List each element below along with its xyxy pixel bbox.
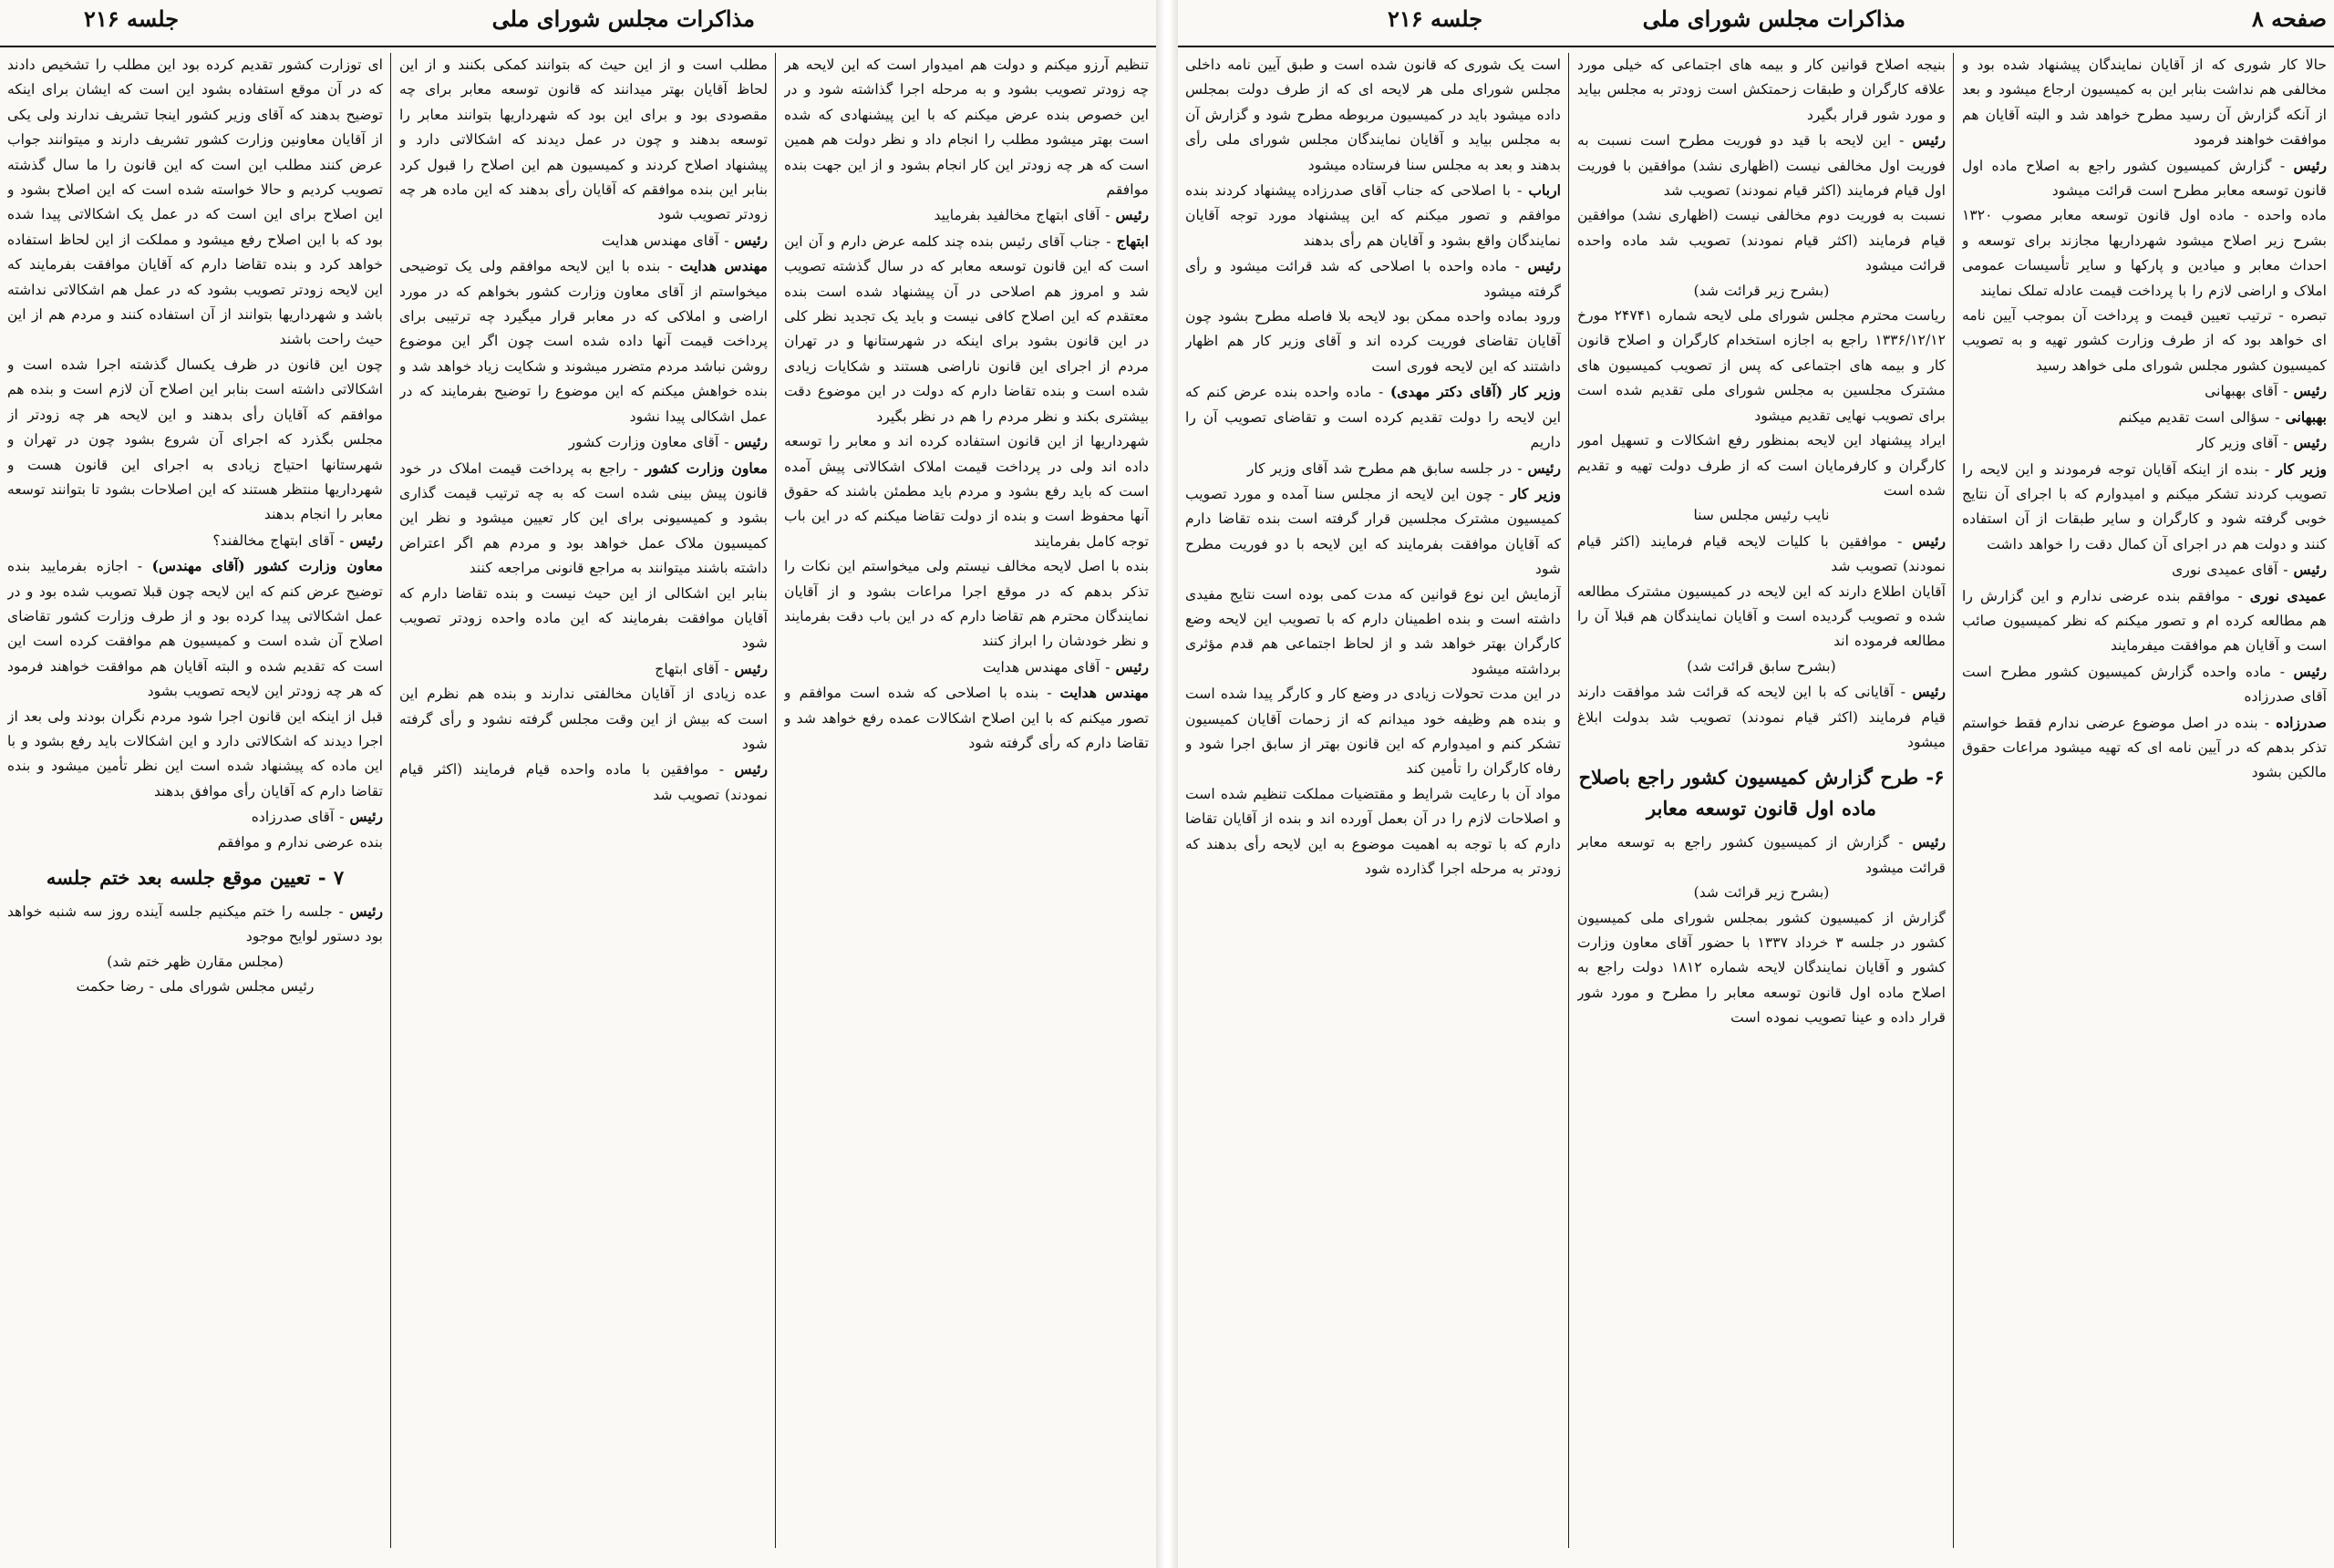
speech-text: چون این لایحه از مجلس سنا آمده و مورد تصویب کمیسیون مشترک مجلسین قرار گرفته است بنده تقاضا دارم که آقایان موافقت بفرمایند که این لایحه با دو فوریت مطرح شود xyxy=(1185,485,1561,578)
speaker-name: رئیس xyxy=(2293,382,2327,400)
left-page xyxy=(0,0,1156,1568)
speech-paragraph xyxy=(784,229,1149,429)
speaker-separator: - xyxy=(1371,384,1390,401)
speaker-name: رئیس xyxy=(2293,561,2327,579)
text-paragraph: ریاست محترم مجلس شورای ملی لایحه شماره ۲۴۷۴۱ مورخ ۱۳۳۶/۱۲/۱۲ راجع به اجازه استخدام کارگران و اصلاح قانون کار و بیمه های اجتماعی که پس از تصویب کمیسیون های مشترک مجلسین به مجلس شورای ملی تقدیم شده است برای تصویب نهایی تقدیم میشود xyxy=(1577,307,1946,424)
speech-paragraph xyxy=(1962,153,2327,204)
speech-paragraph xyxy=(1185,178,1561,253)
speaker-separator: - xyxy=(626,459,645,477)
text-columns xyxy=(0,53,1156,1568)
speech-paragraph xyxy=(784,655,1149,680)
speaker-separator: - xyxy=(1894,684,1913,701)
speaker-separator: - xyxy=(2277,383,2294,400)
speech-paragraph xyxy=(1577,529,1946,580)
speech-text: آقای صدرزاده xyxy=(251,809,335,826)
speaker-name: رئیس xyxy=(734,231,768,249)
speaker-name: وزیر کار (آقای دکتر مهدی) xyxy=(1389,383,1561,401)
speech-text: موافقین با ماده واحده قیام فرمایند (اکثر قیام نمودند) تصویب شد xyxy=(399,761,768,803)
centered-note: رئیس مجلس شورای ملی - رضا حکمت xyxy=(76,978,315,995)
text-paragraph: گزارش از کمیسیون کشور بمجلس شورای ملی کمیسیون کشور در جلسه ۳ خرداد ۱۳۳۷ با حضور آقای معاون وزارت کشور و آقایان نمایندگان لایحه شماره ۱۸۱۲ دولت راجع به اصلاح ماده اول قانون توسعه معابر را مطرح و مورد شور قرار داده و عینا تصویب نموده است xyxy=(1577,909,1946,1026)
speaker-name: وزیر کار xyxy=(1510,484,1561,502)
centered-note: (بشرح سابق قرائت شد) xyxy=(1687,657,1836,675)
speaker-separator: - xyxy=(1507,258,1528,275)
speaker-name: رئیس xyxy=(1912,683,1946,701)
centered-note: (مجلس مقارن ظهر ختم شد) xyxy=(107,953,284,970)
speaker-separator: - xyxy=(1886,532,1913,550)
speaker-name: رئیس xyxy=(1527,459,1561,477)
section-heading: ۷ - تعیین موقع جلسه بعد ختم جلسه xyxy=(46,866,345,889)
speech-text: آقای مهندس هدایت xyxy=(601,232,719,249)
speaker-separator: - xyxy=(2271,157,2294,174)
speech-text: جناب آقای رئیس بنده چند کلمه عرض دارم و آن این است که این قانون توسعه معابر که در سال گذشته تصویب شد و امروز هم اصلاحی در آن پیشنهاد شده است بنده معتقدم که این اصلاح کافی نیست و باید یک تجدید نظر کلی در این قانون بشود برای اینکه در شهرستانها و در تهران مردم از اجرای این قانون ناراضی هستند و شکایات زیادی شده است و بنده تقاضا دارم که دولت در این موضوع دقت بیشتری بکند و نظر مردم را هم در نظر بگیرد xyxy=(784,232,1149,425)
speaker-name: رئیس xyxy=(1912,833,1946,851)
speaker-name: ارباب xyxy=(1528,181,1561,200)
speech-text: گزارش کمیسیون کشور راجع به اصلاح ماده اول قانون توسعه معابر مطرح است قرائت میشود xyxy=(1962,157,2327,200)
speaker-name: رئیس xyxy=(349,531,383,549)
speech-paragraph xyxy=(1185,456,1561,481)
text-paragraph: آزمایش این نوع قوانین که مدت کمی بوده است نتایج مفیدی داشته است و بنده اطمینان دارم که با تصویب این لایحه وضع کارگران بهتر خواهد شد و از لحاظ اجتماعی هم قدم مؤثری برداشته میشود xyxy=(1185,585,1561,677)
column-1 xyxy=(784,53,1149,1548)
text-paragraph: است یک شوری که قانون شده است و طبق آیین نامه داخلی مجلس شورای ملی هر لایحه ای که از طرف دولت بمجلس داده میشود باید در کمیسیون مربوطه مطرح شود و گزارش آن به مجلس بیاید و آقایان نمایندگان مجلس شورای ملی رأی بدهند و بعد به مجلس سنا فرستاده میشود xyxy=(1185,57,1561,173)
speaker-separator: - xyxy=(2277,562,2294,579)
text-paragraph: ای توزارت کشور تقدیم کرده بود این مطلب را تشخیص دادند که در آن موقع استفاده بشود این است که ایشان برای اینکه توضیح بدهند که آقای وزیر کشور اینجا تشریف ندارند ولی یکی از آقایان معاونین وزارت کشور تشریف دارند و میتوانند جواب عرض کنند مطلب این است که این قانون را ما سال گذشته تصویب کردیم و حالا خواسته شده است که این اصلاح بشود و این اصلاح برای این است که در عمل یک اشکالاتی پیدا شده بود که با این اصلاح رفع میشود و مملکت از این لحاظ استفاده خواهد کرد و بنده تقاضا دارم که آقایان موافقت بفرمایند که این لایحه زودتر تصویب بشود که در عمل هم اشکالاتی نداشته باشد و شهرداریها بتوانند از آن استفاده کنند و مردم هم از این حیث راحت باشند xyxy=(7,57,383,348)
speaker-separator: - xyxy=(1512,459,1528,477)
text-paragraph: عده زیادی از آقایان مخالفتی ندارند و بنده هم نظرم این است که بیش از این وقت مجلس گرفته نشود و رأی گرفته شود xyxy=(399,686,768,752)
text-paragraph: تنظیم آرزو میکنم و دولت هم امیدوار است که این لایحه هر چه زودتر تصویب بشود و به مرحله اجرا گذاشته شود و در این خصوص بنده عرض میکنم که با این پیشنهادی که شده است بهتر میشود مطلب را انجام داد و نظر دولت هم همین است که هر چه زودتر این کار انجام بشود و از این جهت بنده موافقم xyxy=(784,57,1149,199)
speech-paragraph xyxy=(1962,378,2327,404)
speaker-name: بهبهانی xyxy=(2285,407,2327,426)
column-divider xyxy=(1568,53,1569,1548)
text-paragraph: نسبت به فوریت دوم مخالفی نیست (اظهاری نشد) موافقین قیام فرمایند (اکثر قیام نمودند) تصویب شد ماده واحده قرائت میشود xyxy=(1577,207,1946,274)
speaker-name: رئیس xyxy=(1527,257,1561,275)
speaker-name: رئیس xyxy=(1912,531,1946,550)
speaker-separator: - xyxy=(2277,435,2294,452)
speech-text: آقای ابتهاج xyxy=(655,660,719,677)
text-paragraph: چون این قانون در ظرف یکسال گذشته اجرا شده است و اشکالاتی داشته است بنابر این اصلاح آن لازم است و بنده هم موافقم که آقایان رأی بدهند و این لایحه هر چه زودتر از مجلس بگذرد که اجرای آن شروع بشود چون در تهران و شهرستانها احتیاج زیادی به اجرای این قانون هست و شهرداریها منتظر هستند که این اصلاحات بشود تا بتوانند توسعه معابر را انجام بدهند xyxy=(7,356,383,523)
speech-paragraph xyxy=(1577,128,1946,203)
speech-text: آقای بهبهانی xyxy=(2205,383,2278,400)
speech-text: ماده واحده با اصلاحی که شد قرائت میشود و رأی گرفته میشود xyxy=(1185,258,1561,300)
speech-paragraph xyxy=(399,757,768,808)
speaker-separator: - xyxy=(1510,182,1529,200)
speaker-separator: - xyxy=(1891,132,1913,150)
page-header xyxy=(1178,0,2334,47)
speech-text: ماده واحده بنده عرض کنم که این لایحه را دولت تقدیم کرده است و تقاضای تصویب آن را داریم xyxy=(1185,384,1561,451)
speech-text: آقای عمیدی نوری xyxy=(2172,562,2278,579)
speech-text: در جلسه سابق هم مطرح شد آقای وزیر کار xyxy=(1246,459,1513,477)
speech-text: ماده واحده گزارش کمیسیون کشور مطرح است آقای صدرزاده xyxy=(1962,663,2327,706)
speaker-name: رئیس xyxy=(1115,657,1149,676)
speaker-separator: - xyxy=(2257,714,2277,731)
text-paragraph: بنابر این اشکالی از این حیث نیست و بنده تقاضا دارم که آقایان موافقت بفرمایند که این ماده واحده زودتر تصویب شود xyxy=(399,584,768,652)
speaker-separator: - xyxy=(1100,207,1116,224)
centered-note: نایب رئیس مجلس سنا xyxy=(1693,507,1830,524)
speaker-name: ابتهاج xyxy=(1116,232,1149,250)
speech-paragraph xyxy=(1962,405,2327,430)
speech-paragraph xyxy=(1962,710,2327,786)
speech-paragraph xyxy=(784,680,1149,756)
page-gutter xyxy=(1156,0,1178,1568)
text-paragraph: بنیجه اصلاح قوانین کار و بیمه های اجتماعی که خیلی مورد علاقه کارگران و طبقات زحمتکش است زودتر به مجلس بیاید و مورد شور قرار بگیرد xyxy=(1577,57,1946,123)
speaker-name: رئیس xyxy=(349,903,383,920)
speaker-name: رئیس xyxy=(2293,156,2327,174)
speech-text: آقای معاون وزارت کشور xyxy=(568,434,719,451)
speech-text: آقای مهندس هدایت xyxy=(982,658,1100,676)
column-2 xyxy=(399,53,768,1548)
column-3 xyxy=(7,53,383,1548)
text-paragraph: تبصره - ترتیب تعیین قیمت و پرداخت آن بموجب آیین نامه ای خواهد بود که از طرف وزارت کشور تهیه و به تصویب کمیسیون کشور مجلس شورای ملی خواهد رسید xyxy=(1962,307,2327,374)
speech-paragraph xyxy=(1962,583,2327,659)
speaker-separator: - xyxy=(334,809,350,826)
speech-text: اجازه بفرمایید بنده توضیح عرض کنم که این لایحه چون قبلا تصویب شده بود و در عمل اشکالاتی پیدا کرده بود و از طرف وزارت کشور تقاضای اصلاح آن شده است و کمیسیون هم موافقت کرده است این است که تقدیم شده و البته آقایان هم موافقت خواهند فرمود که هر چه زودتر این لایحه تصویب بشود xyxy=(7,558,383,700)
text-paragraph: ایراد پیشنهاد این لایحه بمنظور رفع اشکالات و تسهیل امور کارگران و کارفرمایان است که از طرف دولت تهیه و تقدیم شده است xyxy=(1577,432,1946,499)
speaker-name: صدرزاده xyxy=(2276,713,2327,731)
speaker-separator: - xyxy=(332,903,350,920)
speech-paragraph xyxy=(399,456,768,582)
section-heading: ۶- طرح گزارش کمیسیون کشور راجع باصلاح ماده اول قانون توسعه معابر xyxy=(1578,766,1945,820)
centered-note: (بشرح زیر قرائت شد) xyxy=(1693,282,1830,299)
speech-text: موافقم بنده عرضی ندارم و این گزارش را هم مطالعه کرده ام و تصور میکنم که نظر کمیسیون صائب است و آقایان هم موافقت میفرمایند xyxy=(1962,587,2327,655)
speaker-separator: - xyxy=(660,258,680,275)
speech-text: آقای ابتهاج مخالفید بفرمایید xyxy=(934,207,1100,224)
header-session: جلسه ۲۱۶ xyxy=(84,5,180,32)
speech-text: آقای وزیر کار xyxy=(2196,435,2278,452)
speech-text: بنده از اینکه آقایان توجه فرمودند و این لایحه را تصویب کردند تشکر میکنم و امیدوارم که با اجرای آن نتایج خوبی گرفته شود و کارگران و سایر طبقات از آن استفاده کنند و دولت هم در اجرای آن کمال دقت را خواهد داشت xyxy=(1962,460,2327,552)
speaker-separator: - xyxy=(1100,658,1116,676)
speaker-name: رئیس xyxy=(2293,662,2327,680)
text-paragraph: ورود بماده واحده ممکن بود لایحه بلا فاصله مطرح بشود چون آقایان تقاضای فوریت کرده اند و آقای وزیر کار هم اظهار داشتند که این لایحه فوری است xyxy=(1185,308,1561,375)
speech-paragraph xyxy=(1185,481,1561,583)
speech-text: با اصلاحی که جناب آقای صدرزاده پیشنهاد کردند بنده موافقم و تصور میکنم که این پیشنهاد مورد توجه آقایان نمایندگان واقع بشود و آقایان هم رأی بدهند xyxy=(1185,182,1561,249)
speech-paragraph xyxy=(7,553,383,704)
speech-paragraph xyxy=(1962,457,2327,558)
text-paragraph: ماده واحده - ماده اول قانون توسعه معابر مصوب ۱۳۲۰ بشرح زیر اصلاح میشود شهرداریها مجازند برای توسعه و احداث معابر و میادین و پارکها و سایر تأسیسات عمومی املاک و اراضی لازم را با پرداخت قیمت عادله تملک نمایند xyxy=(1962,207,2327,299)
text-paragraph: شهرداریها از این قانون استفاده کرده اند و معابر را توسعه داده اند ولی در پرداخت قیمت املاک اشکالاتی پیش آمده است که باید رفع بشود و مردم باید مطمئن باشند که حقوق آنها محفوظ است و بنده از دولت تقاضا میکنم که در این باب توجه کامل بفرمایند xyxy=(784,433,1149,550)
page-header xyxy=(0,0,1156,47)
speech-text: جلسه را ختم میکنیم جلسه آینده روز سه شنبه خواهد بود دستور لوایح موجود xyxy=(7,903,383,945)
speech-text: موافقین با کلیات لایحه قیام فرمایند (اکثر قیام نمودند) تصویب شد xyxy=(1577,532,1946,575)
text-paragraph: بنده با اصل لایحه مخالف نیستم ولی میخواستم این نکات را تذکر بدهم که در موقع اجرا مراعات بشود و از آقایان نمایندگان محترم هم تقاضا دارم که در این باب دقت بفرمایند و نظر خودشان را ابراز کنند xyxy=(784,558,1149,650)
text-paragraph: در این مدت تحولات زیادی در وضع کار و کارگر پیدا شده است و بنده هم وظیفه خود میدانم که از زحمات آقایان کمیسیون تشکر کنم و امیدوارم که این قانون بهتر از سابق اجرا شود و رفاه کارگران را تأمین کند xyxy=(1185,686,1561,778)
speech-paragraph xyxy=(1185,379,1561,455)
speaker-name: معاون وزارت کشور (آقای مهندس) xyxy=(151,557,383,575)
speaker-name: معاون وزارت کشور xyxy=(645,459,768,477)
header-title: مذاکرات مجلس شورای ملی xyxy=(1642,5,1905,32)
speaker-name: رئیس xyxy=(734,760,768,779)
speaker-name: رئیس xyxy=(1115,206,1149,224)
speech-paragraph xyxy=(7,804,383,830)
speaker-separator: - xyxy=(334,531,350,549)
speech-paragraph xyxy=(1962,659,2327,710)
column-divider xyxy=(390,53,391,1548)
speech-text: گزارش از کمیسیون کشور راجع به توسعه معابر قرائت میشود xyxy=(1577,834,1946,876)
column-1 xyxy=(1962,53,2327,1548)
column-3 xyxy=(1185,53,1561,1548)
column-2 xyxy=(1577,53,1946,1548)
speaker-name: رئیس xyxy=(734,659,768,677)
text-paragraph: مواد آن با رعایت شرایط و مقتضیات مملکت تنظیم شده است و اصلاحات لازم را در آن بعمل آورده اند و بنده از آقایان تقاضا دارم که با توجه به اهمیت موضوع به این لایحه رأی بدهند که زودتر به مرحله اجرا گذارده شود xyxy=(1185,785,1561,877)
speaker-name: رئیس xyxy=(2293,434,2327,452)
speaker-name: مهندس هدایت xyxy=(679,257,768,275)
speech-paragraph xyxy=(399,429,768,455)
speech-text: بنده در اصل موضوع عرضی ندارم فقط خواستم تذکر بدهم که در آیین نامه ای که تهیه میشود مراعات حقوق مالکین بشود xyxy=(1962,714,2327,781)
column-divider xyxy=(1953,53,1954,1548)
speech-text: بنده با اصلاحی که شده است موافقم و تصور میکنم که با این اصلاح اشکالات عمده رفع خواهد شد و تقاضا دارم که رأی گرفته شود xyxy=(784,685,1149,751)
speech-paragraph xyxy=(399,656,768,682)
speaker-separator: - xyxy=(2269,408,2286,426)
speech-text: آقایانی که با این لایحه که قرائت شد موافقت دارند قیام فرمایند (اکثر قیام نمودند) تصویب شد بدولت ابلاغ میشود xyxy=(1577,684,1946,750)
speaker-separator: - xyxy=(2271,663,2294,680)
speaker-name: رئیس xyxy=(1912,131,1946,150)
speaker-separator: - xyxy=(1492,485,1511,502)
speaker-separator: - xyxy=(718,660,735,677)
speaker-name: مهندس هدایت xyxy=(1059,684,1149,702)
speech-paragraph xyxy=(1962,430,2327,456)
text-paragraph: مطلب است و از این حیث که بتوانند کمکی بکنند و از این لحاظ آقایان بهتر میدانند که قانون توسعه معابر برای چه مقصودی بود و برای این بود که شهرداریها بتوانند معابر را توسعه بدهند و چون در عمل دیدند که اشکالاتی دارد و پیشنهاد اصلاح کردند و کمیسیون هم این اصلاح را قبول کرد بنابر این بنده موافقم که آقایان رأی بدهند که این ماده هر چه زودتر تصویب شود xyxy=(399,57,768,223)
speech-paragraph xyxy=(1577,830,1946,881)
speaker-separator: - xyxy=(1100,232,1117,250)
speech-paragraph xyxy=(1962,557,2327,583)
speech-paragraph xyxy=(1577,679,1946,755)
speaker-separator: - xyxy=(2230,587,2250,604)
header-title: مذاکرات مجلس شورای ملی xyxy=(491,5,755,32)
speech-text: بنده با این لایحه موافقم ولی یک توضیحی میخواستم از آقای معاون وزارت کشور بخواهم که در مورد اراضی و املاکی که در معابر قرار میگیرد چه ترتیبی برای پرداخت قیمت آنها داده شده است چون اگر این موضوع روشن نباشد مردم متضرر میشوند و شکایت زیاد خواهد شد و بنده خواهش میکنم که این موضوع را توضیح بفرمایند که در عمل اشکالی پیدا نشود xyxy=(399,258,768,425)
speaker-name: وزیر کار xyxy=(2276,459,2327,478)
text-columns xyxy=(1178,53,2334,1568)
text-paragraph: آقایان اطلاع دارند که این لایحه در کمیسیون مشترک مطالعه شده و تصویب گردیده است و آقایان نمایندگان هم قبلا آن را مطالعه فرموده اند xyxy=(1577,583,1946,650)
speaker-separator: - xyxy=(128,558,152,575)
speech-text: سؤالی است تقدیم میکنم xyxy=(2118,408,2270,426)
right-page xyxy=(1178,0,2334,1568)
page-number: صفحه ۸ xyxy=(2251,5,2327,32)
speaker-separator: - xyxy=(718,434,735,451)
speaker-separator: - xyxy=(2257,460,2277,478)
centered-note: (بشرح زیر قرائت شد) xyxy=(1693,884,1830,902)
speaker-name: عمیدی نوری xyxy=(2249,586,2327,604)
speech-paragraph xyxy=(784,202,1149,228)
speech-paragraph xyxy=(7,528,383,553)
speech-text: آقای ابتهاج مخالفند؟ xyxy=(212,531,335,549)
speaker-separator: - xyxy=(1038,685,1060,702)
text-paragraph: قبل از اینکه این قانون اجرا شود مردم نگران بودند ولی بعد از اجرا دیدند که اشکالاتی دارد و این اشکالات باید رفع بشود و با این ماده که پیشنهاد شده است این نظر تأمین میشود و بنده تقاضا دارم که آقایان رأی موافق بدهند xyxy=(7,707,383,799)
column-divider xyxy=(775,53,776,1548)
header-session: جلسه ۲۱۶ xyxy=(1388,5,1483,32)
speech-paragraph xyxy=(1185,253,1561,304)
speaker-separator: - xyxy=(708,761,735,779)
speaker-name: رئیس xyxy=(349,808,383,826)
speech-text: راجع به پرداخت قیمت املاک در خود قانون پیش بینی شده است که به چه ترتیب قیمت گذاری بشود و کمیسیونی برای این کار تعیین میشود و نظر این کمیسیون ملاک عمل خواهد بود و مردم هم اگر اعتراض داشته باشند میتوانند به مراجع قانونی مراجعه کنند xyxy=(399,459,768,577)
speaker-name: رئیس xyxy=(734,433,768,451)
text-paragraph: حالا کار شوری که از آقایان نمایندگان پیشنهاد شده بود و مخالفی هم نداشت بنابر این به کمیسیون ارجاع میشود و بعد از آنکه گزارش آن رسید مطرح خواهد شد و البته آقایان هم موافقت خواهند فرمود xyxy=(1962,57,2327,149)
speech-paragraph xyxy=(7,899,383,950)
speaker-separator: - xyxy=(718,232,735,249)
text-paragraph: بنده عرضی ندارم و موافقم xyxy=(217,833,383,851)
speaker-separator: - xyxy=(1889,834,1913,851)
speech-paragraph xyxy=(399,253,768,429)
speech-text: این لایحه با قید دو فوریت مطرح است نسبت به فوریت اول مخالفی نیست (اظهاری نشد) موافقین با فوریت اول قیام فرمایند (اکثر قیام نمودند) تصویب شد xyxy=(1577,132,1946,200)
speech-paragraph xyxy=(399,228,768,253)
